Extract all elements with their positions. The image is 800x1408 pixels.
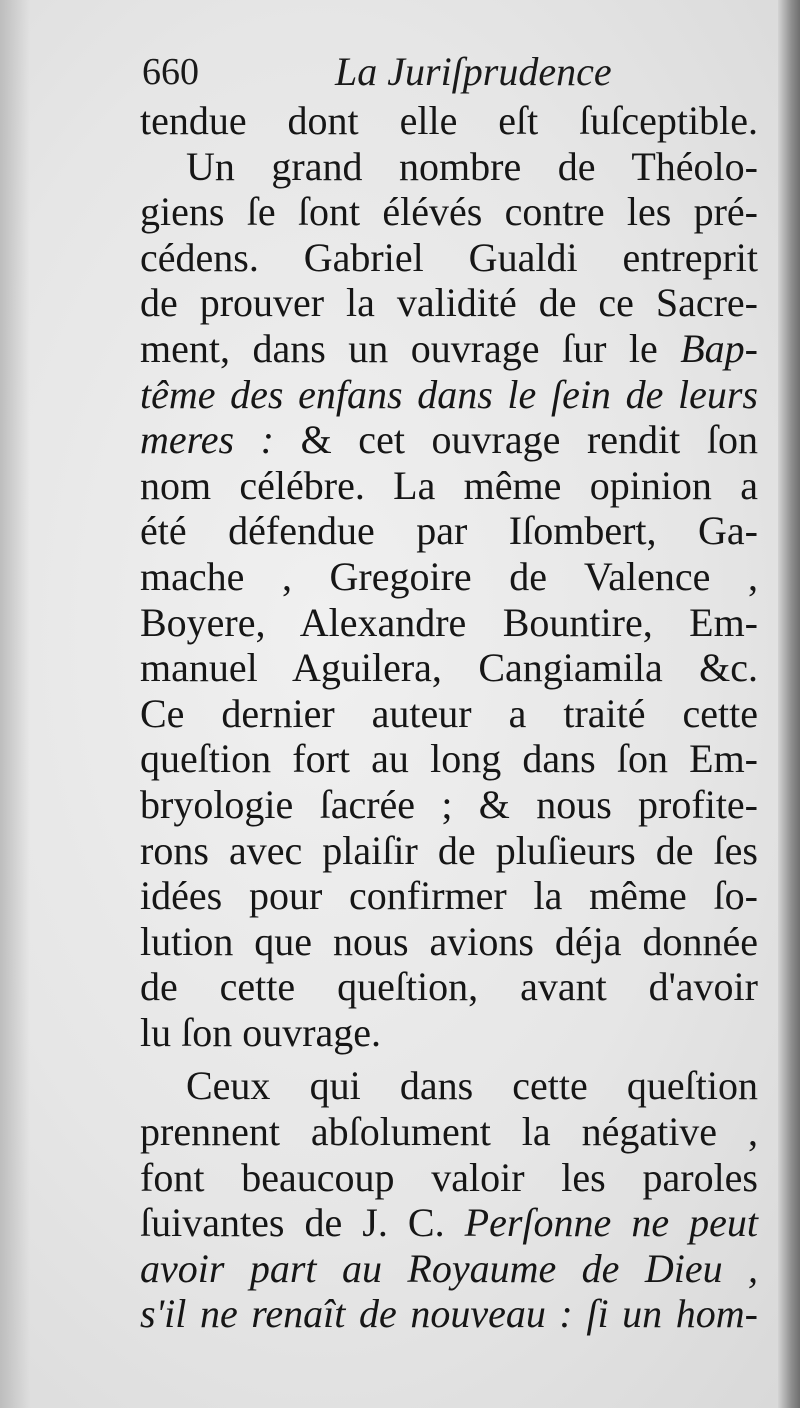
text-line — [140, 280, 758, 326]
text-segment: giens ſe ſont élévés contre les pré- — [140, 189, 758, 235]
body-text — [140, 98, 758, 1337]
text-line — [140, 1010, 758, 1056]
text-line — [140, 508, 758, 554]
running-title: La Juriſprudence — [335, 49, 612, 94]
page-gutter-shadow — [0, 0, 30, 1408]
text-segment: rons avec plaiſir de pluſieurs de ſes — [140, 827, 758, 873]
text-line — [140, 600, 758, 646]
text-segment: cédens. Gabriel Gualdi entreprit — [140, 234, 758, 280]
italic-text-segment: tême des enfans dans le ſein de leurs — [140, 371, 758, 417]
text-segment: été défendue par Iſombert, Ga- — [140, 508, 758, 554]
text-segment: Ce dernier auteur a traité cette — [140, 690, 758, 736]
text-line — [140, 964, 758, 1010]
text-line — [140, 98, 758, 144]
text-line — [140, 1200, 758, 1246]
italic-text-segment: avoir part au Royaume de Dieu , — [140, 1245, 758, 1291]
text-segment: de prouver la validité de ce Sacre- — [140, 280, 758, 326]
text-line — [140, 873, 758, 919]
text-segment: idées pour confirmer la même ſo- — [140, 873, 758, 919]
text-line — [140, 554, 758, 600]
text-segment: prennent abſolument la négative , — [140, 1109, 758, 1155]
text-line — [140, 919, 758, 965]
text-segment: bryologie ſacrée ; & nous profite- — [140, 781, 758, 827]
paragraph-gap — [140, 1055, 758, 1063]
text-segment: lu ſon ouvrage. — [140, 1009, 382, 1055]
text-line — [140, 1063, 758, 1109]
text-line — [140, 235, 758, 281]
text-segment: font beaucoup valoir les paroles — [140, 1154, 758, 1200]
text-segment: lution que nous avions déja donnée — [140, 918, 758, 964]
text-line — [140, 691, 758, 737]
italic-text-segment: meres : — [140, 417, 274, 463]
text-line — [140, 417, 758, 463]
text-segment: Ceux qui dans cette queſtion — [186, 1063, 758, 1109]
text-line — [140, 372, 758, 418]
italic-text-segment: Bap- — [680, 325, 758, 371]
page-edge-shadow — [778, 0, 800, 1408]
text-line — [140, 189, 758, 235]
text-line — [140, 1109, 758, 1155]
text-segment: Boyere, Alexandre Bountire, Em- — [140, 599, 758, 645]
text-segment: nom célébre. La même opinion a — [140, 462, 758, 508]
text-line — [140, 736, 758, 782]
text-line — [140, 645, 758, 691]
text-segment: de cette queſtion, avant d'avoir — [140, 964, 758, 1010]
text-segment: queſtion fort au long dans ſon Em- — [140, 736, 758, 782]
page-header — [140, 42, 760, 102]
italic-text-segment: s'il ne renaît de nouveau : ſi un hom- — [140, 1291, 758, 1337]
text-line — [140, 463, 758, 509]
text-line — [140, 782, 758, 828]
text-line — [140, 1155, 758, 1201]
page-number: 660 — [142, 51, 199, 93]
text-line — [140, 1291, 758, 1337]
text-line — [140, 828, 758, 874]
text-line — [140, 144, 758, 190]
text-line — [140, 1246, 758, 1292]
text-segment: manuel Aguilera, Cangiamila &c. — [140, 645, 758, 691]
text-segment: Un grand nombre de Théolo- — [186, 143, 758, 189]
text-segment: & cet ouvrage rendit ſon — [273, 417, 758, 463]
italic-text-segment: Perſonne ne peut — [464, 1200, 758, 1246]
text-segment: tendue dont elle eſt ſuſceptible. — [140, 98, 758, 143]
text-segment: ment, dans un ouvrage ſur le — [140, 325, 681, 371]
text-segment: mache , Gregoire de Valence , — [140, 553, 758, 599]
text-line — [140, 326, 758, 372]
text-segment: ſuivantes de J. C. — [140, 1200, 465, 1246]
